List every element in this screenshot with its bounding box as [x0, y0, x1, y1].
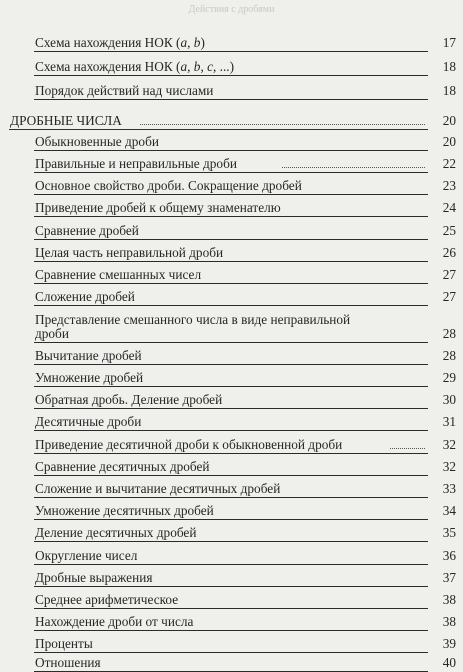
toc-entry-page: 28 — [442, 348, 456, 363]
toc-entry — [0, 633, 463, 653]
toc-entry-page: 30 — [442, 392, 456, 407]
toc-entry — [0, 567, 463, 587]
toc-entry — [0, 367, 463, 387]
toc-entry-page: 27 — [442, 289, 456, 304]
toc-entry-title: Проценты — [35, 636, 93, 651]
toc-entry-page: 18 — [442, 59, 456, 74]
toc-entry-title: Основное свойство дроби. Сокращение дробей — [35, 178, 302, 193]
toc-entry — [0, 611, 463, 631]
toc-entry-page: 24 — [442, 200, 456, 215]
toc-entry-page: 35 — [442, 525, 456, 540]
toc-entry — [0, 589, 463, 609]
toc-entry-page: 25 — [442, 223, 456, 238]
toc-entry-page: 37 — [442, 570, 456, 585]
dot-leader — [140, 123, 425, 125]
toc-entry — [0, 434, 463, 454]
toc-entry-title: Сравнение смешанных чисел — [35, 267, 202, 282]
dot-leader — [282, 166, 425, 168]
toc-entry-title: Приведение десятичной дроби к обыкновенной дроби — [35, 437, 343, 452]
toc-entry-page: 39 — [442, 636, 456, 651]
toc-entry — [0, 197, 463, 217]
toc-entry-title: Правильные и неправильные дроби — [35, 156, 237, 171]
toc-entry — [0, 545, 463, 565]
toc-entry-page: 32 — [442, 459, 456, 474]
toc-entry-title: Среднее арифметическое — [35, 592, 179, 607]
toc-entry-title: Приведение дробей к общему знаменателю — [35, 200, 281, 215]
toc-entry — [0, 305, 463, 343]
toc-entry-page: 18 — [442, 83, 456, 98]
toc-entry — [0, 522, 463, 542]
toc-entry-title: Отношения — [35, 655, 101, 670]
toc-entry-title: Деление десятичных дробей — [35, 525, 197, 540]
toc-entry — [0, 56, 463, 76]
toc-section-title: ДРОБНЫЕ ЧИСЛА — [10, 113, 122, 128]
toc-entry-page: 40 — [442, 655, 456, 670]
toc-entry-title: Схема нахождения НОК (a, b) — [35, 35, 205, 50]
toc-entry-page: 27 — [442, 267, 456, 282]
toc-entry-page: 23 — [442, 178, 456, 193]
toc-entry-page: 26 — [442, 245, 456, 260]
toc-entry-title: Вычитание дробей — [35, 348, 142, 363]
toc-entry-title: Округление чисел — [35, 548, 138, 563]
toc-entry — [0, 80, 463, 100]
running-header: Действия с дробями — [188, 4, 275, 15]
toc-entry — [0, 264, 463, 284]
toc-entry — [0, 478, 463, 498]
toc-entry-page: 31 — [442, 414, 456, 429]
toc-entry — [0, 345, 463, 365]
toc-entry-title: Дробные выражения — [35, 570, 153, 585]
toc-entry-title: Обыкновенные дроби — [35, 134, 159, 149]
toc-entry-page: 20 — [442, 113, 456, 128]
toc-entry — [0, 652, 463, 672]
toc-entry-title: Сравнение дробей — [35, 223, 139, 238]
dot-leader — [390, 447, 425, 449]
toc-section-heading — [0, 110, 463, 130]
toc-entry-title: Порядок действий над числами — [35, 83, 214, 98]
toc-entry-title: Умножение дробей — [35, 370, 144, 385]
toc-entry-title: Сложение и вычитание десятичных дробей — [35, 481, 281, 496]
toc-entry-title: Умножение десятичных дробей — [35, 503, 214, 518]
toc-entry — [0, 153, 463, 173]
toc-entry-page: 28 — [442, 326, 456, 341]
toc-entry — [0, 220, 463, 240]
toc-entry — [0, 131, 463, 151]
toc-entry — [0, 242, 463, 262]
toc-entry — [0, 389, 463, 409]
toc-entry — [0, 32, 463, 52]
toc-entry — [0, 175, 463, 195]
toc-entry-page: 29 — [442, 370, 456, 385]
toc-entry-page: 34 — [442, 503, 456, 518]
toc-entry-title: Сравнение десятичных дробей — [35, 459, 210, 474]
toc-entry-page: 32 — [442, 437, 456, 452]
toc-entry-page: 33 — [442, 481, 456, 496]
toc-entry-title: Обратная дробь. Деление дробей — [35, 392, 223, 407]
toc-entry — [0, 286, 463, 306]
toc-entry-title: Сложение дробей — [35, 289, 135, 304]
toc-entry-page: 38 — [442, 592, 456, 607]
toc-entry-title: Целая часть неправильной дроби — [35, 245, 224, 260]
toc-entry-page: 22 — [442, 156, 456, 171]
toc-entry — [0, 500, 463, 520]
toc-entry — [0, 456, 463, 476]
toc-entry — [0, 411, 463, 431]
toc-entry-title: Десятичные дроби — [35, 414, 142, 429]
toc-entry-page: 36 — [442, 548, 456, 563]
toc-entry-page: 38 — [442, 614, 456, 629]
toc-entry-page: 17 — [442, 35, 456, 50]
toc-entry-title: Схема нахождения НОК (a, b, c, ...) — [35, 59, 235, 74]
toc-entry-page: 20 — [442, 134, 456, 149]
toc-entry-title: Нахождение дроби от числа — [35, 614, 194, 629]
toc-entry-title: Представление смешанного числа в виде неправильной дроби — [35, 313, 386, 341]
